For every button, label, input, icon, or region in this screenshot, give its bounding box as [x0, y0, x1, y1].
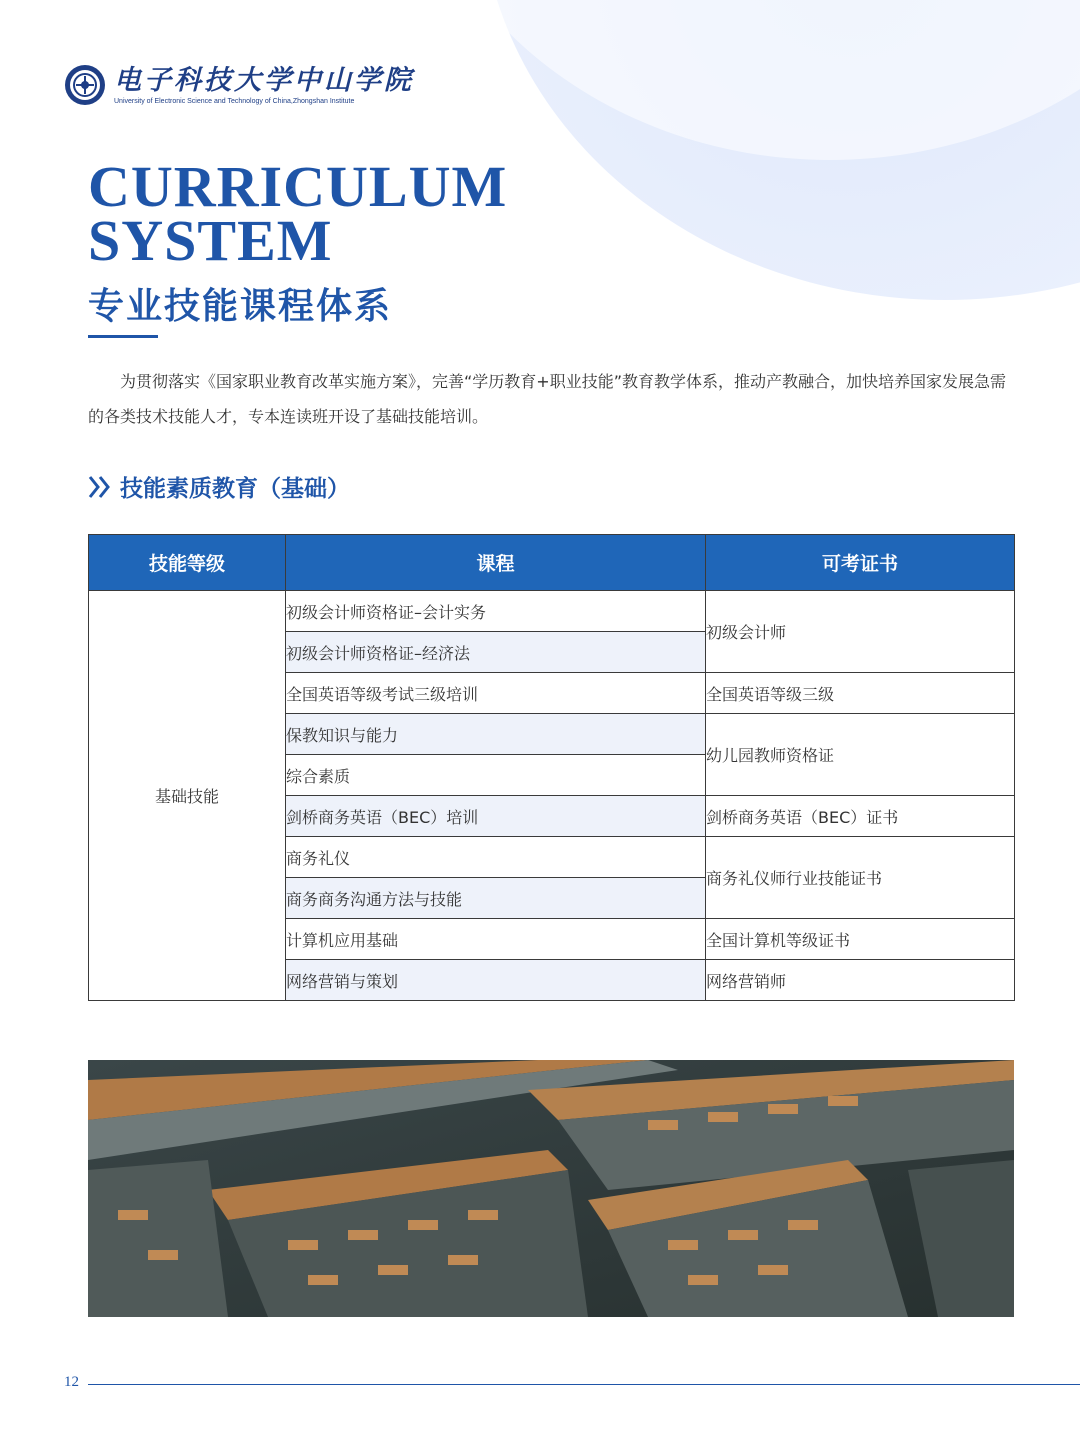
skills-table — [88, 534, 1015, 1001]
table-row — [89, 591, 1015, 632]
course-cell: 综合素质 — [286, 755, 706, 796]
level-cell: 基础技能 — [89, 591, 286, 1001]
title-line-2: SYSTEM — [88, 208, 333, 273]
section-heading — [88, 470, 350, 503]
page-number: 12 — [64, 1374, 79, 1390]
course-cell: 全国英语等级考试三级培训 — [286, 673, 706, 714]
course-cell: 计算机应用基础 — [286, 919, 706, 960]
cert-cell: 剑桥商务英语（BEC）证书 — [706, 796, 1015, 837]
course-cell: 商务商务沟通方法与技能 — [286, 878, 706, 919]
header-cert: 可考证书 — [706, 535, 1015, 591]
header-course: 课程 — [286, 535, 706, 591]
background-arc-highlight — [400, 0, 1080, 160]
cert-cell: 初级会计师 — [706, 591, 1015, 673]
course-cell: 网络营销与策划 — [286, 960, 706, 1001]
course-cell: 初级会计师资格证–会计实务 — [286, 591, 706, 632]
logo-english-name: University of Electronic Science and Technology of China,Zhongshan Institute — [114, 97, 355, 105]
page-title-english — [88, 154, 508, 273]
double-chevron-right-icon — [88, 473, 112, 501]
title-underline — [88, 335, 158, 338]
course-cell: 初级会计师资格证–经济法 — [286, 632, 706, 673]
course-cell: 保教知识与能力 — [286, 714, 706, 755]
university-seal-icon — [64, 64, 106, 106]
title-line-1: CURRICULUM — [88, 154, 508, 219]
course-cell: 商务礼仪 — [286, 837, 706, 878]
logo-chinese-name: 电子科技大学中山学院 — [114, 64, 414, 96]
library-photo-illustration — [88, 1060, 1014, 1317]
cert-cell: 幼儿园教师资格证 — [706, 714, 1015, 796]
footer-rule — [88, 1384, 1080, 1385]
cert-cell: 全国英语等级三级 — [706, 673, 1015, 714]
university-logo — [64, 64, 414, 106]
header-level: 技能等级 — [89, 535, 286, 591]
table-header-row — [89, 535, 1015, 591]
cert-cell: 商务礼仪师行业技能证书 — [706, 837, 1015, 919]
cert-cell: 网络营销师 — [706, 960, 1015, 1001]
cert-cell: 全国计算机等级证书 — [706, 919, 1015, 960]
section-title: 技能素质教育（基础） — [120, 476, 350, 502]
library-reading-room-photo — [88, 1060, 1014, 1317]
intro-paragraph: 为贯彻落实《国家职业教育改革实施方案》，完善“学历教育+职业技能”教育教学体系，推动产教融合，加快培养国家发展急需的各类技术技能人才，专本连读班开设了基础技能培训。 — [88, 372, 1006, 426]
page-title-chinese: 专业技能课程体系 — [88, 286, 393, 327]
course-cell: 剑桥商务英语（BEC）培训 — [286, 796, 706, 837]
